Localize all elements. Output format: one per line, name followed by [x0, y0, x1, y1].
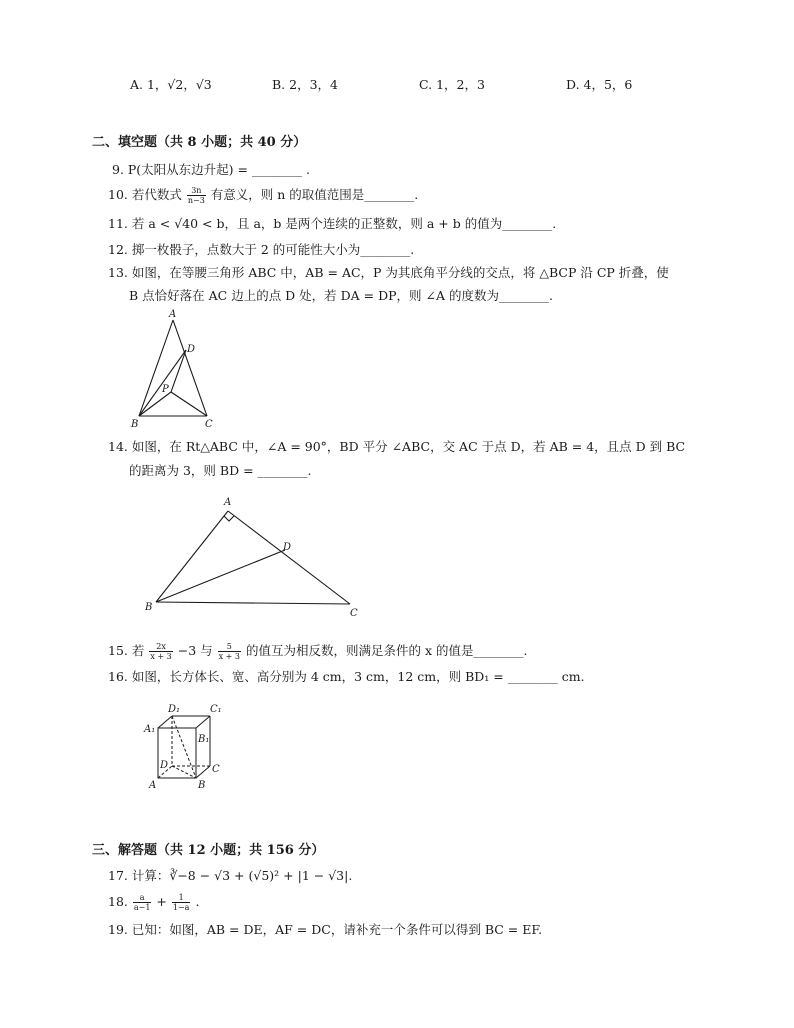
fraction-denominator: a−1 [133, 903, 151, 912]
section-title-fill-in: 二、填空题（共 8 小题；共 40 分） [92, 135, 307, 150]
question-18-fraction-1 [133, 893, 152, 912]
question-15-post: 的值互为相反数，则满足条件的 x 的值是________. [245, 643, 528, 658]
label-b: B [145, 602, 153, 613]
label-c: C [205, 419, 213, 430]
label-a: A [169, 309, 177, 320]
question-15-mid: −3 与 [177, 643, 213, 658]
fraction-denominator: x + 3 [150, 652, 172, 661]
section-title-solutions: 三、解答题（共 12 小题；共 156 分） [92, 843, 325, 858]
figure-q14-right-triangle [140, 492, 370, 620]
fraction-numerator: a [133, 893, 152, 903]
label-d: D [283, 542, 292, 553]
question-16: 16. 如图，长方体长、宽、高分别为 4 cm，3 cm，12 cm，则 BD₁ = ________ cm. [108, 669, 585, 684]
label-d1: D₁ [168, 704, 181, 715]
question-10 [108, 186, 418, 205]
question-18-post: . [195, 894, 200, 909]
fraction-numerator: 1 [172, 893, 191, 903]
question-15-fraction-1 [149, 642, 172, 661]
question-10-pre: 10. 若代数式 [108, 187, 182, 202]
question-19: 19. 已知：如图，AB = DE，AF = DC，请补充一个条件可以得到 BC = EF. [108, 922, 543, 937]
option-d: D. 4，5，6 [566, 77, 633, 92]
question-14-line-1: 14. 如图，在 Rt△ABC 中，∠A = 90°，BD 平分 ∠ABC，交 AC 于点 D，若 AB = 4，且点 D 到 BC [108, 439, 686, 454]
label-a: A [149, 780, 157, 790]
fraction-numerator: 5 [218, 642, 241, 652]
option-a: A. 1，√2，√3 [130, 77, 212, 92]
question-13-line-2: B 点恰好落在 AC 边上的点 D 处，若 DA = DP，则 ∠A 的度数为________. [129, 288, 553, 303]
label-d: D [187, 344, 196, 355]
option-b: B. 2，3，4 [272, 77, 338, 92]
figure-q16-cuboid [140, 700, 240, 790]
question-10-fraction [187, 186, 206, 205]
question-12: 12. 掷一枚骰子，点数大于 2 的可能性大小为________. [108, 242, 415, 257]
option-c: C. 1，2，3 [419, 77, 485, 92]
question-11: 11. 若 a < √40 < b，且 a，b 是两个连续的正整数，则 a + b 的值为________. [108, 216, 557, 231]
label-c: C [212, 764, 220, 775]
question-18 [108, 893, 199, 912]
fraction-denominator: n−3 [187, 196, 205, 205]
fraction-denominator: 1−a [172, 903, 190, 912]
label-d: D [160, 760, 169, 771]
label-c: C [350, 608, 358, 619]
label-p: P [162, 384, 169, 395]
label-a1: A₁ [144, 724, 156, 735]
fraction-numerator: 2x [149, 642, 172, 652]
question-15-pre: 15. 若 [108, 643, 145, 658]
question-15 [108, 642, 527, 661]
question-13-line-1: 13. 如图，在等腰三角形 ABC 中，AB = AC，P 为其底角平分线的交点，将 △BCP 沿 CP 折叠，使 [108, 265, 669, 280]
question-9: 9. P(太阳从东边升起) = ________ . [112, 162, 310, 177]
label-a: A [224, 497, 232, 508]
label-b: B [131, 419, 139, 430]
question-18-fraction-2 [172, 893, 191, 912]
label-b: B [198, 780, 206, 790]
question-17: 17. 计算：∛−8 − √3 + (√5)² + |1 − √3|. [108, 868, 353, 883]
question-14-line-2: 的距离为 3，则 BD = ________. [129, 463, 312, 478]
label-b1: B₁ [198, 734, 210, 745]
question-18-pre: 18. [108, 894, 128, 909]
question-18-mid: + [156, 894, 167, 909]
question-15-fraction-2 [218, 642, 241, 661]
fraction-numerator: 3n [187, 186, 206, 196]
fraction-denominator: x + 3 [218, 652, 240, 661]
label-c1: C₁ [210, 704, 222, 715]
question-10-post: 有意义，则 n 的取值范围是________. [210, 187, 419, 202]
figure-q13-triangle [125, 306, 225, 432]
